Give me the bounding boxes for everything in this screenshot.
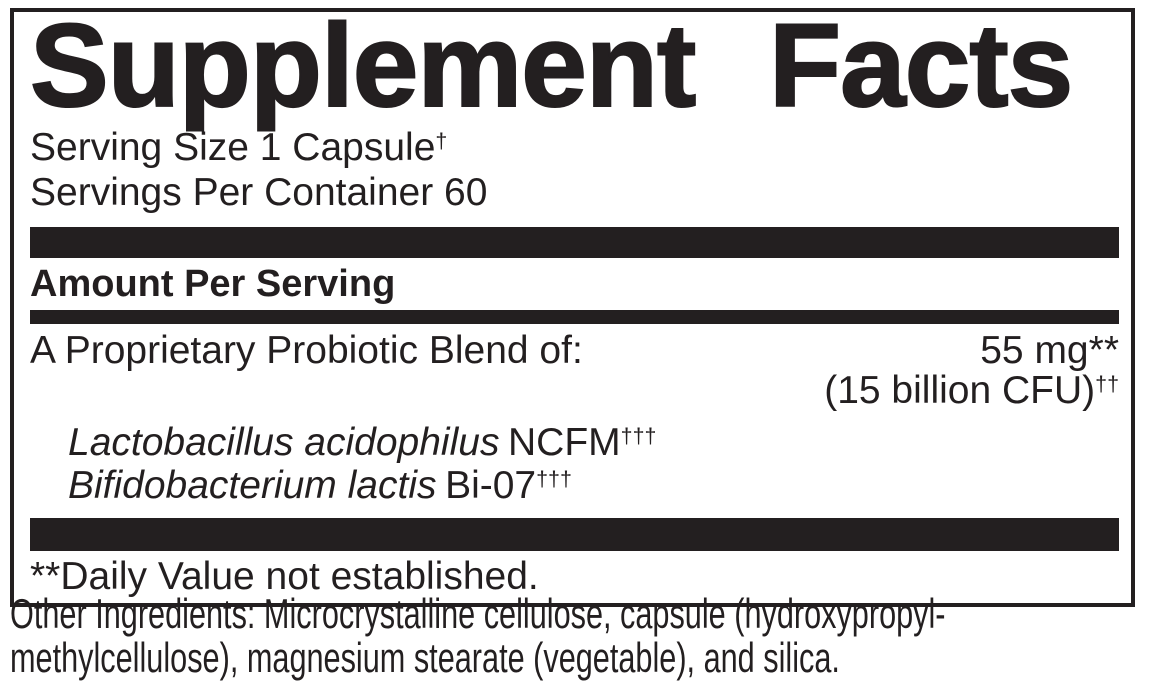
divider-bar-thin bbox=[30, 310, 1119, 324]
blend-amount-marker: ** bbox=[1088, 329, 1119, 373]
blend-row bbox=[30, 331, 1119, 416]
blend-amount-value: 55 mg bbox=[980, 329, 1089, 373]
blend-cfu-value: (15 billion CFU) bbox=[824, 369, 1096, 413]
other-ingredients-line: Other Ingredients: Microcrystalline cellulose, capsule (hydroxypropyl- bbox=[10, 590, 946, 637]
other-ingredients-line: methylcellulose), magnesium stearate (vegetable), and silica. bbox=[10, 634, 840, 681]
strain-dagger: ††† bbox=[536, 467, 572, 492]
supplement-facts-panel bbox=[10, 0, 1135, 607]
serving-size-dagger: † bbox=[435, 129, 448, 154]
serving-size-text: Serving Size 1 Capsule bbox=[30, 126, 436, 170]
daily-value-footnote: **Daily Value not established. bbox=[30, 555, 539, 599]
servings-per-container-line: Servings Per Container 60 bbox=[30, 171, 488, 215]
blend-ingredient-list bbox=[68, 421, 1119, 510]
blend-cfu-dagger: †† bbox=[1095, 372, 1119, 397]
blend-name: A Proprietary Probiotic Blend of: bbox=[30, 329, 583, 373]
panel-title: Supplement Facts bbox=[30, 0, 1073, 132]
divider-bar-thick-bottom bbox=[30, 518, 1119, 551]
strain-name: Bi-07 bbox=[445, 464, 537, 508]
divider-bar-thick-top bbox=[30, 227, 1119, 258]
blend-ingredient-row bbox=[68, 464, 1119, 510]
species-name: Lactobacillus acidophilus bbox=[68, 421, 500, 465]
blend-amount bbox=[824, 331, 1119, 416]
blend-ingredient-row bbox=[68, 421, 1119, 467]
strain-dagger: ††† bbox=[620, 424, 657, 449]
amount-per-serving-heading: Amount Per Serving bbox=[30, 263, 396, 306]
other-ingredients-paragraph bbox=[10, 592, 1105, 680]
strain-name: NCFM bbox=[508, 421, 621, 465]
serving-size-line bbox=[30, 128, 1119, 173]
species-name: Bifidobacterium lactis bbox=[68, 464, 437, 508]
